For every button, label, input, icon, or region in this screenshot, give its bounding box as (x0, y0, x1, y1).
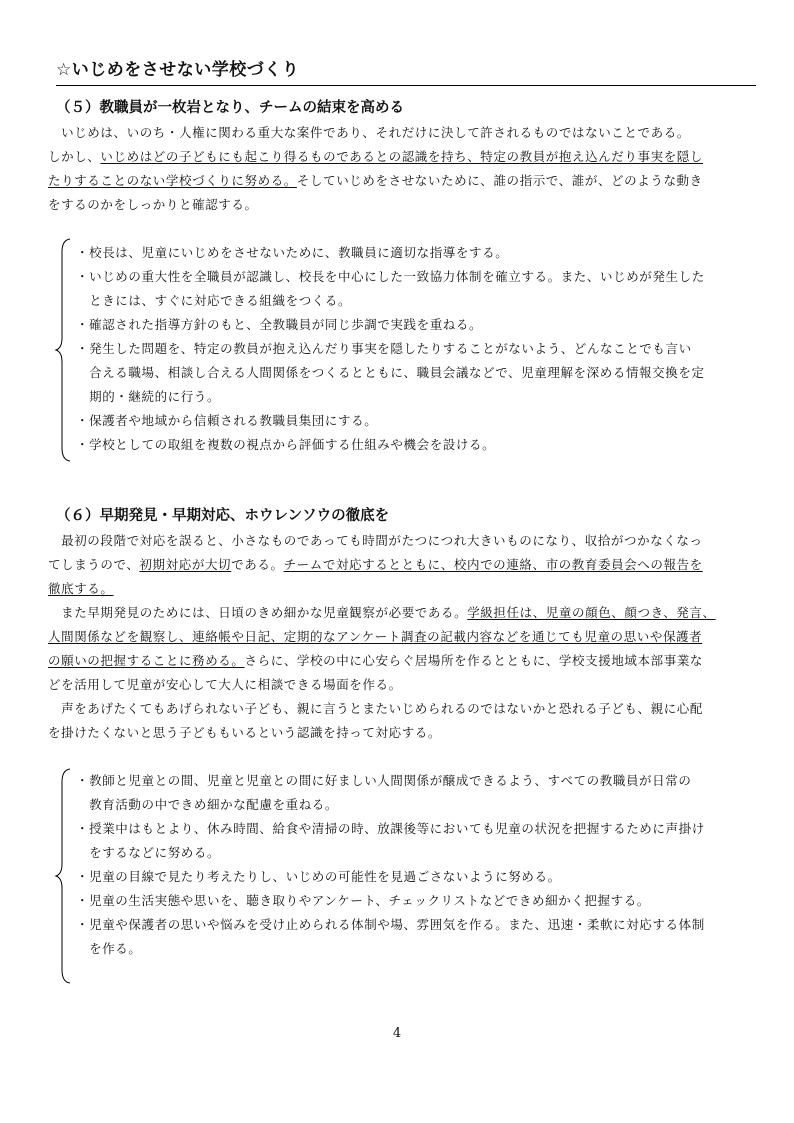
bullet-item: ときには、すぐに対応できる組織をつくる。 (76, 293, 352, 308)
text-run: しかし、 (48, 149, 101, 164)
paragraph-line (48, 652, 703, 670)
text-run: を掛けたくないと思う子どももいるという認識を持って対応する。 (48, 725, 442, 740)
bullet-item: 教育活動の中できめ細かな配慮を重ねる。 (76, 797, 339, 812)
brace-bracket (54, 238, 72, 462)
bullet-item: ・確認された指導方針のもと、全教職員が同じ歩調で実践を重ねる。 (76, 317, 483, 332)
bullet-item: ・教師と児童との間、児童と児童との間に好ましい人間関係が醸成できるよう、すべての教職員が日常の (76, 773, 692, 788)
underlined-text: 学級担任は、児童の顔色、顔つき、発言、 (467, 605, 716, 620)
page-title: ☆いじめをさせない学校づくり (56, 58, 756, 86)
text-run: である。 (231, 557, 284, 572)
underlined-text: の願いの把握することに務める。 (48, 653, 245, 668)
underlined-text: 初期対応が大切 (139, 557, 232, 572)
section-heading-6: （６）早期発見・早期対応、ホウレンソウの徹底を (56, 508, 390, 524)
bullet-item: ・保護者や地域から信頼される教職員集団にする。 (76, 413, 378, 428)
bullet-item: ・校長は、児童にいじめをさせないために、教職員に適切な指導をする。 (76, 245, 509, 260)
brace-bracket (54, 768, 72, 984)
bullet-item: ・児童や保護者の思いや悩みを受け止められる体制や場、雰囲気を作る。また、迅速・柔軟に対応する体制 (76, 917, 705, 932)
bullet-item: ・いじめの重大性を全職員が認識し、校長を中心にした一致協力体制を確立する。また、いじめが発生した (76, 269, 705, 284)
paragraph-line (48, 604, 716, 622)
text-run: てしまうので、 (48, 557, 140, 572)
paragraph-line (48, 676, 402, 694)
paragraph-line (48, 724, 441, 742)
bullet-item: 合える職場、相談し合える人間関係をつくるとともに、職員会議などで、児童理解を深める情報交換を定 (76, 365, 705, 380)
bullet-item: をするなどに努める。 (76, 845, 221, 860)
page-number: 4 (392, 1026, 402, 1041)
underlined-text: チームで対応するとともに、校内での連絡、市の教育委員会への報告を (283, 557, 703, 572)
paragraph-line (48, 580, 114, 598)
paragraph-line (48, 532, 703, 550)
text-run: そしていじめをさせないために、誰の指示で、誰が、どのような動き (296, 173, 703, 188)
text-run: 最初の段階で対応を誤ると、小さなものであっても時間がたつにつれ大きいものになり、収拾がつかなくなっ (48, 533, 703, 548)
bullet-item: ・学校としての取組を複数の視点から評価する仕組みや機会を設ける。 (76, 437, 496, 452)
text-run: また早期発見のためには、日頃のきめ細かな児童観察が必要である。 (48, 605, 468, 620)
bullet-item: ・発生した問題を、特定の教員が抱え込んだり事実を隠したりすることがないよう、どんなことでも言い (76, 341, 692, 356)
text-run: いじめは、いのち・人権に関わる重大な案件であり、それだけに決して許されるものではないことである。 (48, 125, 690, 140)
paragraph-line (48, 196, 258, 214)
paragraph-line (48, 124, 690, 142)
text-run: さらに、学校の中に心安らぐ居場所を作るとともに、学校支援地域本部事業な (244, 653, 704, 668)
bullet-item: を作る。 (76, 941, 142, 956)
paragraph-line (48, 700, 703, 718)
text-run: をするのかをしっかりと確認する。 (48, 197, 258, 212)
paragraph-line (48, 556, 703, 574)
text-run: 声をあげたくてもあげられない子ども、親に言うとまたいじめられるのではないかと恐れる子ども、親に心配 (48, 701, 704, 716)
underlined-text: いじめはどの子どもにも起こり得るものであるとの認識を持ち、特定の教員が抱え込んだり事実を隠し (100, 149, 704, 164)
section-heading-5: （５）教職員が一枚岩となり、チームの結束を高める (56, 100, 404, 116)
bullet-item: ・児童の目線で見たり考えたりし、いじめの可能性を見過ごさないように努める。 (76, 869, 561, 884)
paragraph-line (48, 148, 703, 166)
text-run: どを活用して児童が安心して大人に相談できる場面を作る。 (48, 677, 402, 692)
paragraph-line (48, 172, 703, 190)
paragraph-line (48, 628, 702, 646)
bullet-item: 期的・継続的に行う。 (76, 389, 221, 404)
underlined-text: 徹底する。 (48, 581, 114, 596)
underlined-text: 人間関係などを観察し、連絡帳や日記、定期的なアンケート調査の記載内容などを通じても児童の思いや保護者 (48, 629, 703, 644)
bullet-item: ・児童の生活実態や思いを、聴き取りやアンケート、チェックリストなどできめ細かく把握する。 (76, 893, 650, 908)
underlined-text: たりすることのない学校づくりに努める。 (48, 173, 297, 188)
bullet-item: ・授業中はもとより、休み時間、給食や清掃の時、放課後等においても児童の状況を把握するために声掛け (76, 821, 705, 836)
